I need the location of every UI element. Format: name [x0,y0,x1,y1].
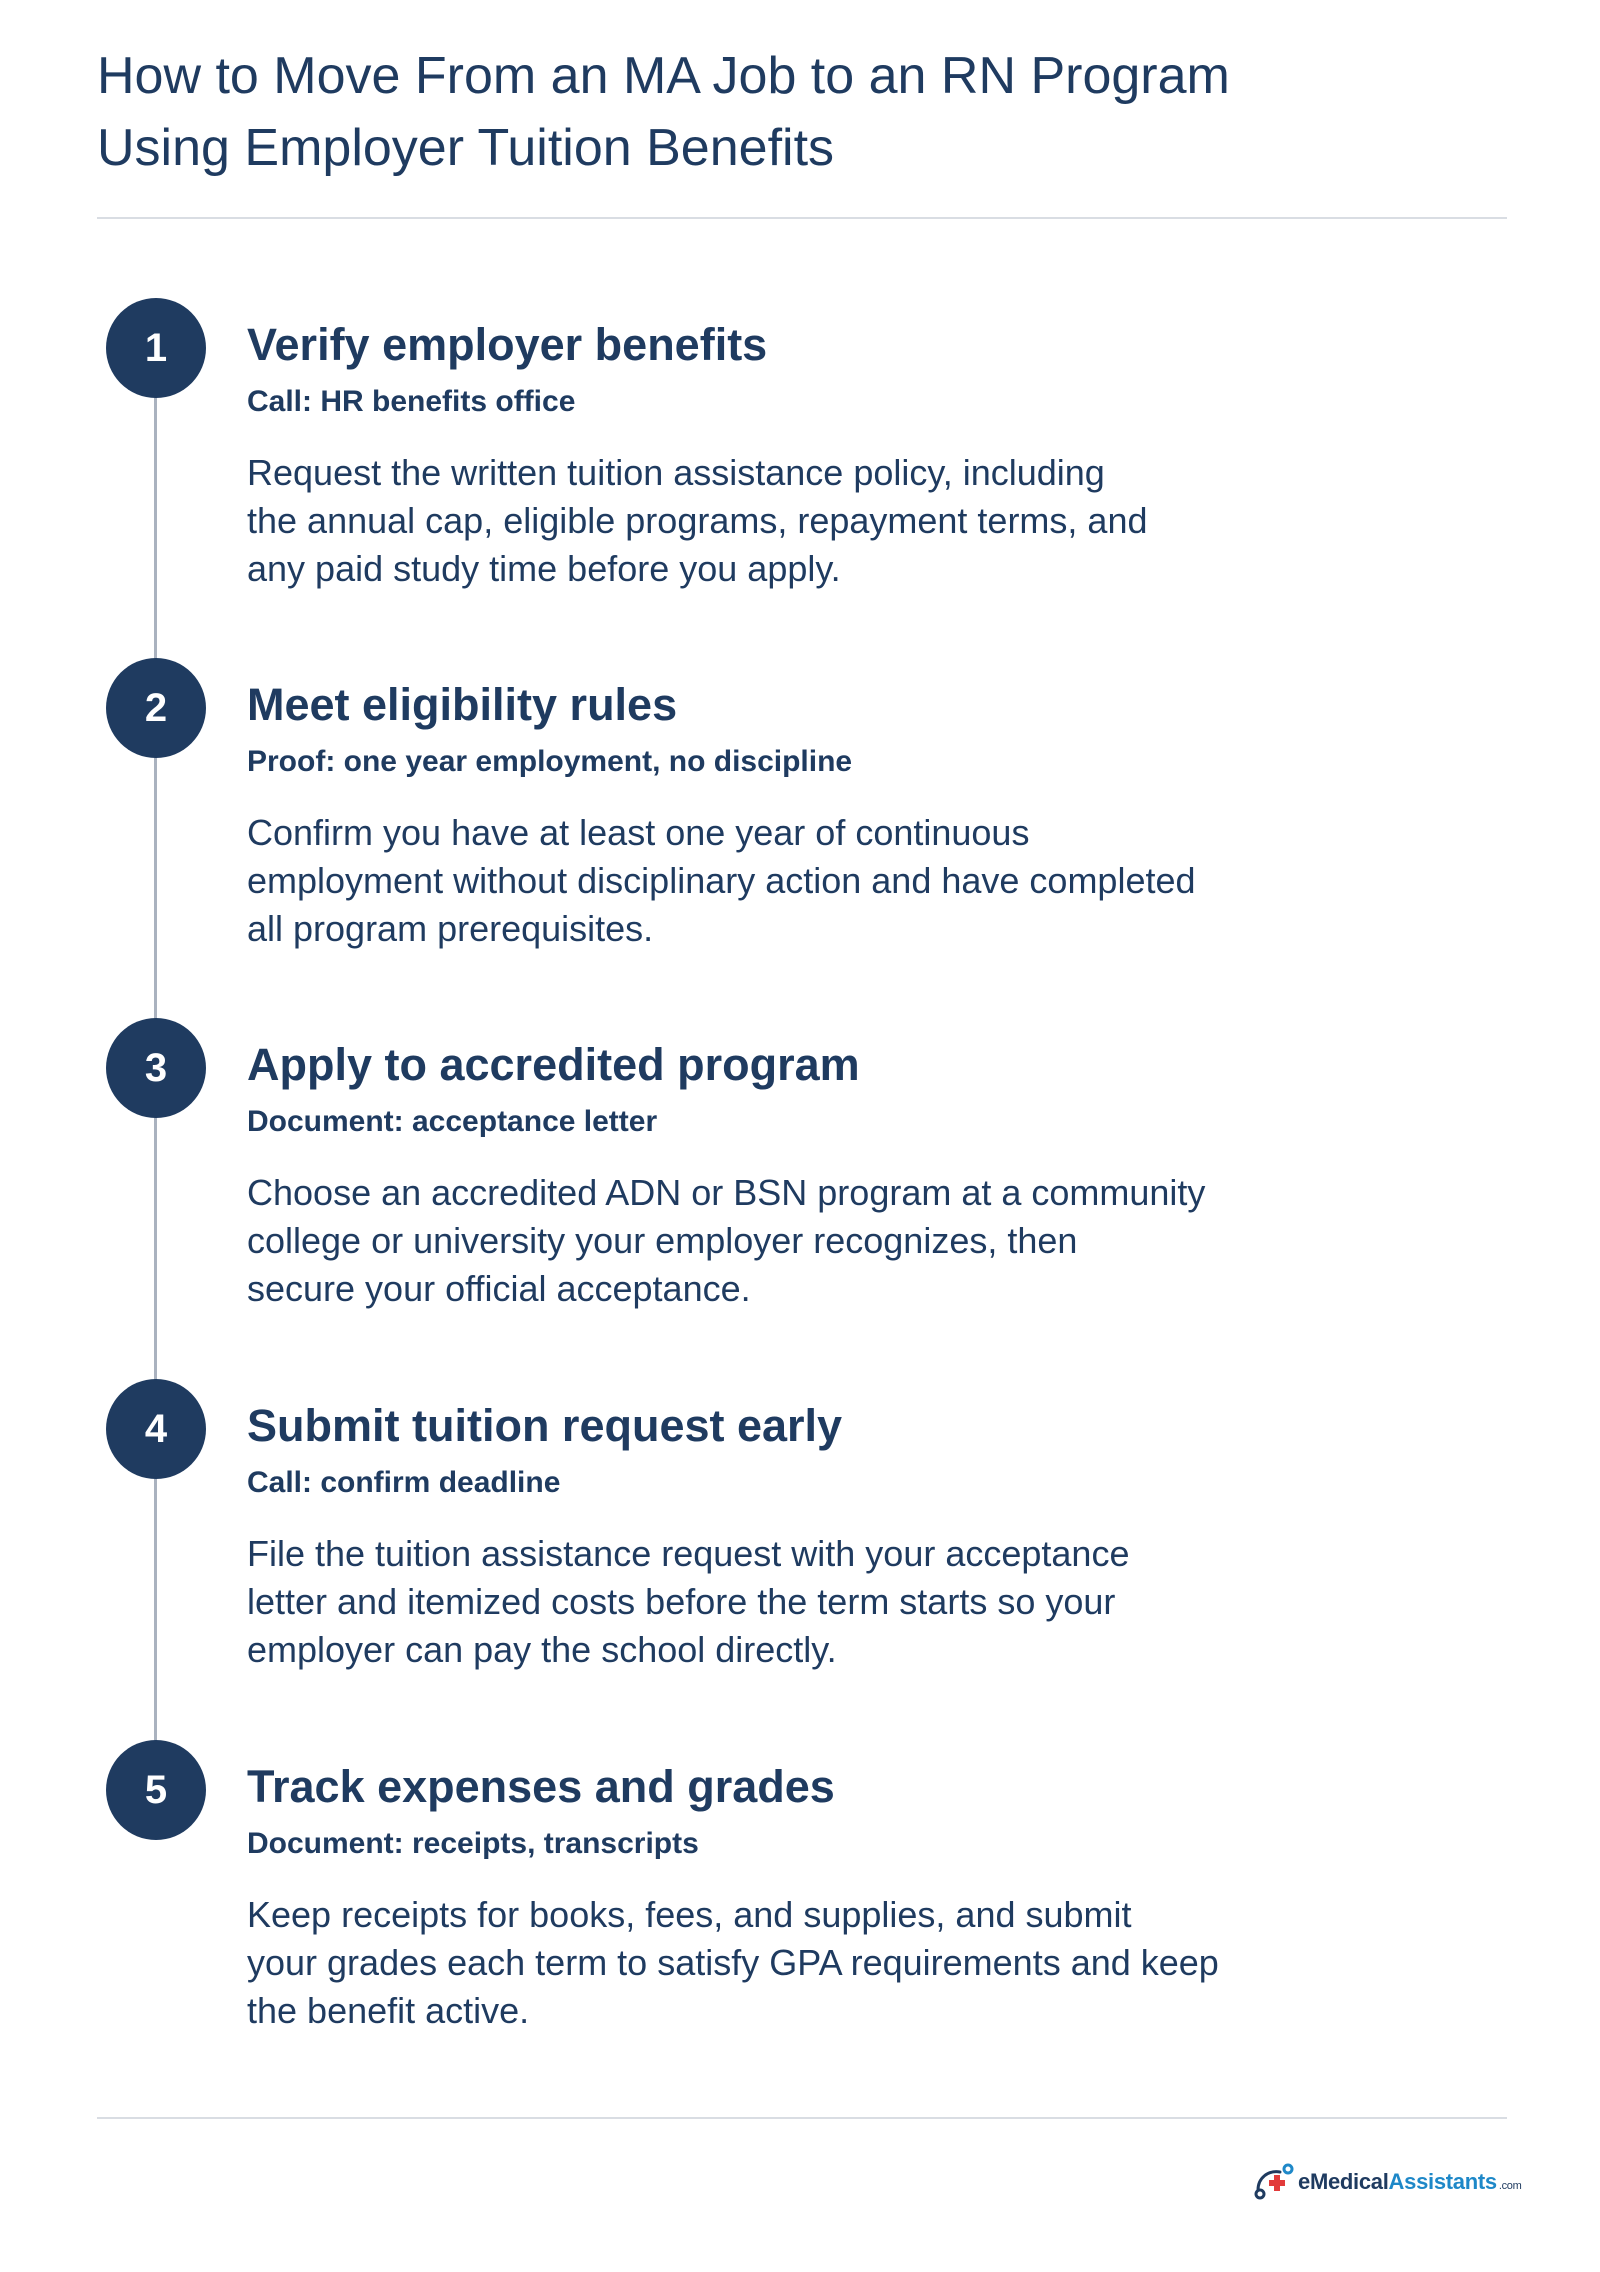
step-subtitle: Call: HR benefits office [247,385,576,418]
step-number-badge: 2 [106,658,206,758]
step-description-line: employer can pay the school directly. [247,1629,837,1670]
step-title: Verify employer benefits [247,319,768,370]
bottom-divider [97,2117,1507,2119]
step-title: Meet eligibility rules [247,679,678,730]
step-subtitle: Proof: one year employment, no discipline [247,745,853,778]
step-description-line: File the tuition assistance request with your acceptance [247,1533,1130,1574]
logo-wordmark [1298,2169,1521,2195]
step-number-badge: 4 [106,1379,206,1479]
step-description-line: any paid study time before you apply. [247,548,841,589]
step-description-line: all program prerequisites. [247,908,654,949]
step-3 [0,1018,1600,1338]
step-number-badge: 3 [106,1018,206,1118]
top-divider [97,217,1507,219]
step-5 [0,1740,1600,2060]
step-2 [0,658,1600,978]
step-description [247,1891,1219,2035]
logo-text-medical: Medical [1309,2169,1389,2194]
step-number-badge: 1 [106,298,206,398]
step-description-line: letter and itemized costs before the term starts so your [247,1581,1116,1622]
page-title [97,40,1497,184]
step-description-line: the benefit active. [247,1990,530,2031]
page-title-line-2: Using Employer Tuition Benefits [97,119,835,177]
step-description [247,449,1148,593]
step-description [247,1169,1205,1313]
logo-text-e: e [1298,2169,1310,2194]
step-number-badge: 5 [106,1740,206,1840]
step-description-line: secure your official acceptance. [247,1268,751,1309]
step-1 [0,298,1600,618]
step-description-line: your grades each term to satisfy GPA requirements and keep [247,1942,1219,1983]
step-title: Apply to accredited program [247,1039,860,1090]
step-description-line: Keep receipts for books, fees, and supplies, and submit [247,1894,1132,1935]
logo-text-com: .com [1498,2180,1522,2192]
step-title: Submit tuition request early [247,1400,843,1451]
emedicalassistants-logo [1252,2160,1521,2204]
step-title: Track expenses and grades [247,1761,835,1812]
step-subtitle: Document: acceptance letter [247,1105,658,1138]
step-subtitle: Document: receipts, transcripts [247,1827,699,1860]
page-title-line-1: How to Move From an MA Job to an RN Program [97,47,1230,105]
step-subtitle: Call: confirm deadline [247,1466,561,1499]
step-description-line: employment without disciplinary action and have completed [247,860,1196,901]
logo-text-assistants: Assistants [1388,2169,1497,2194]
step-description [247,809,1196,953]
step-description-line: Confirm you have at least one year of continuous [247,812,1030,853]
step-description-line: college or university your employer recognizes, then [247,1220,1078,1261]
step-description-line: Choose an accredited ADN or BSN program at a community [247,1172,1206,1213]
step-4 [0,1379,1600,1699]
step-description [247,1530,1129,1674]
step-description-line: Request the written tuition assistance policy, including [247,452,1105,493]
step-description-line: the annual cap, eligible programs, repayment terms, and [247,500,1148,541]
medical-cross-logo-icon [1252,2160,1296,2204]
